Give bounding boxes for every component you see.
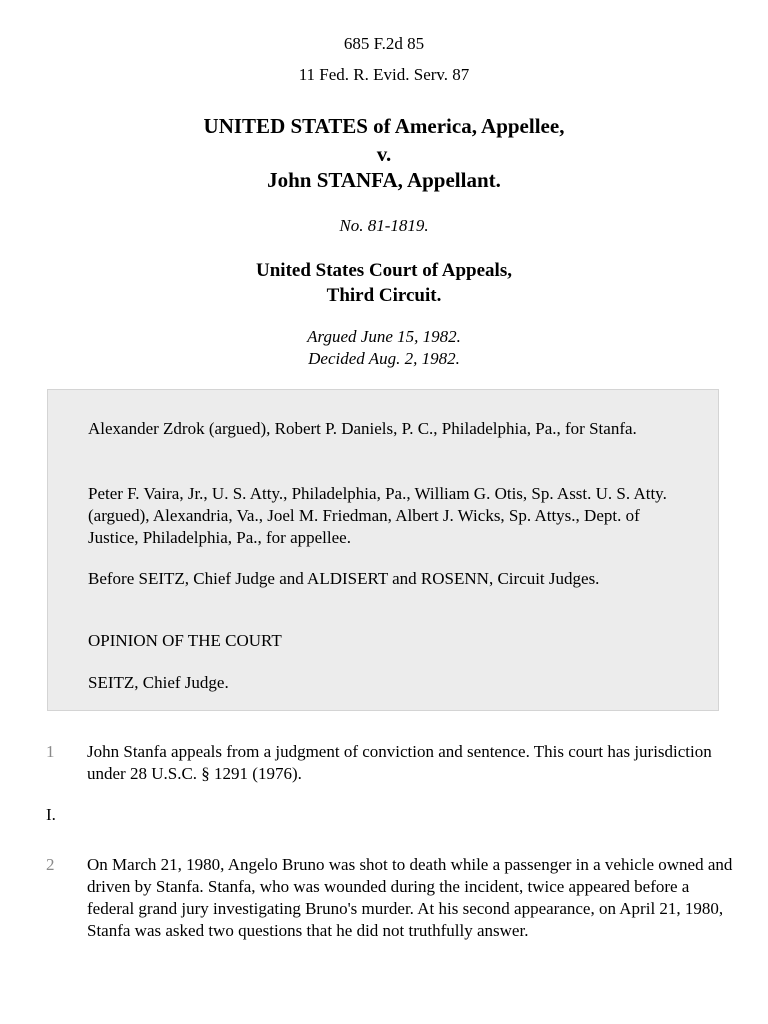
- docket-number: No. 81-1819.: [339, 216, 429, 235]
- paragraph-number: 1: [46, 742, 55, 761]
- paragraph-number: 2: [46, 855, 55, 874]
- opinion-author: SEITZ, Chief Judge.: [88, 673, 229, 692]
- court-name-line1: United States Court of Appeals,: [256, 260, 512, 281]
- citation-reporter: 685 F.2d 85: [343, 34, 425, 53]
- header-box: [47, 389, 719, 711]
- paragraph-text: On March 21, 1980, Angelo Bruno was shot to death while a passenger in a vehicle owned and driven by Stanfa. Stanfa, who was wounded during the incident, twice appeared before a federal grand jury investigating Bruno's murder. At his second appearance, on April 21, 1980, Stanfa was asked two questions that he did not truthfully answer.: [87, 855, 733, 940]
- argued-date: Argued June 15, 1982.: [307, 327, 461, 346]
- court-name-line2: Third Circuit.: [326, 285, 442, 306]
- opinion-heading: OPINION OF THE COURT: [88, 631, 282, 650]
- caption-appellant: John STANFA, Appellant.: [267, 168, 501, 192]
- counsel-appellant: Alexander Zdrok (argued), Robert P. Daniels, P. C., Philadelphia, Pa., for Stanfa.: [88, 419, 637, 438]
- caption-appellee: UNITED STATES of America, Appellee,: [203, 114, 565, 138]
- panel-judges: Before SEITZ, Chief Judge and ALDISERT and ROSENN, Circuit Judges.: [88, 569, 600, 588]
- paragraph-text: John Stanfa appeals from a judgment of conviction and sentence. This court has jurisdiction under 28 U.S.C. § 1291 (1976).: [87, 742, 712, 783]
- caption-versus: v.: [376, 142, 392, 166]
- citation-evid-serv: 11 Fed. R. Evid. Serv. 87: [298, 65, 470, 84]
- counsel-appellee: Peter F. Vaira, Jr., U. S. Atty., Philadelphia, Pa., William G. Otis, Sp. Asst. U. S. Atty. (argued), Alexandria, Va., Joel M. Friedman, Albert J. Wicks, Sp. Attys., Dept. of Justice, Philadelphia, Pa., for appellee.: [88, 484, 667, 547]
- section-heading: I.: [46, 805, 56, 824]
- decided-date: Decided Aug. 2, 1982.: [308, 349, 460, 368]
